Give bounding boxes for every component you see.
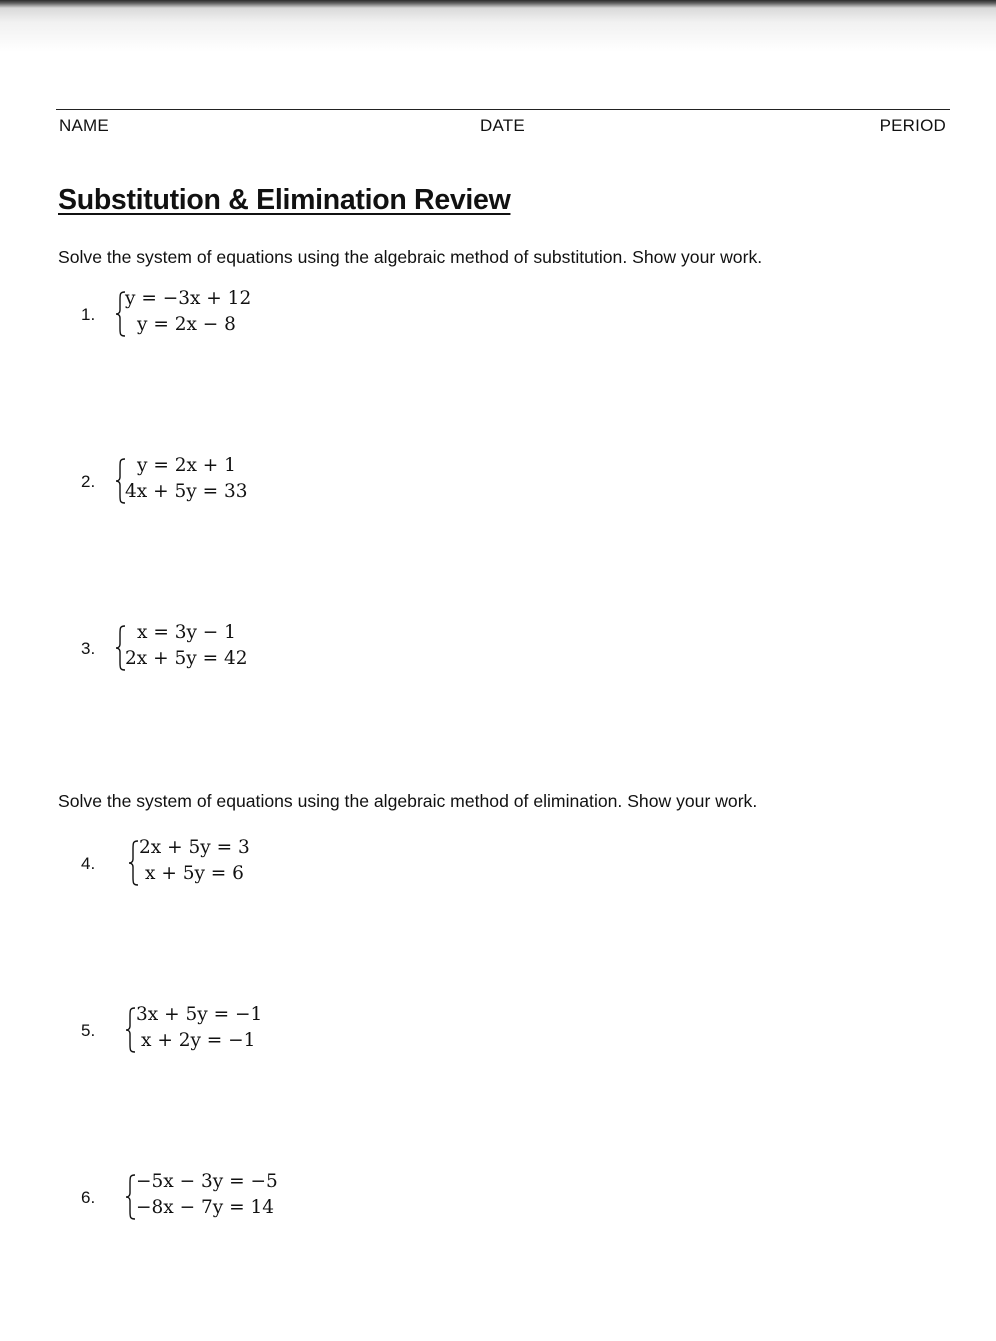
equation-2: −8x − 7y = 14 (136, 1197, 274, 1218)
equation-2: 4x + 5y = 33 (125, 481, 248, 502)
equation-2: x + 2y = −1 (141, 1030, 256, 1051)
equation-1: y = 2x + 1 (137, 455, 236, 476)
problem-number: 6. (81, 1188, 96, 1207)
problem-1 (0, 288, 996, 348)
equation-1: x = 3y − 1 (137, 622, 236, 643)
problem-number: 2. (81, 472, 96, 491)
period-label: PERIOD (879, 116, 946, 135)
left-brace-icon (125, 1006, 136, 1054)
problem-6 (0, 1171, 996, 1231)
equation-2: y = 2x − 8 (137, 314, 236, 335)
problem-2 (0, 455, 996, 515)
name-label: NAME (59, 116, 109, 135)
substitution-instructions: Solve the system of equations using the algebraic method of substitution. Show your work. (58, 247, 763, 267)
problem-number: 3. (81, 639, 96, 658)
elimination-instructions: Solve the system of equations using the algebraic method of elimination. Show your work. (58, 791, 758, 811)
problem-3 (0, 622, 996, 682)
problem-4 (0, 837, 996, 897)
equation-2: x + 5y = 6 (145, 863, 244, 884)
problem-5 (0, 1004, 996, 1064)
equation-1: −5x − 3y = −5 (136, 1171, 278, 1192)
equation-1: y = −3x + 12 (125, 288, 252, 309)
worksheet-title: Substitution & Elimination Review (58, 184, 511, 216)
equation-1: 2x + 5y = 3 (139, 837, 250, 858)
equation-2: 2x + 5y = 42 (125, 648, 248, 669)
date-label: DATE (480, 116, 525, 135)
left-brace-icon (128, 839, 139, 887)
header-rule (56, 109, 950, 110)
left-brace-icon (125, 1173, 136, 1221)
equation-1: 3x + 5y = −1 (136, 1004, 263, 1025)
problem-number: 1. (81, 305, 96, 324)
problem-number: 5. (81, 1021, 96, 1040)
problem-number: 4. (81, 854, 96, 873)
top-edge-shadow (0, 0, 996, 52)
